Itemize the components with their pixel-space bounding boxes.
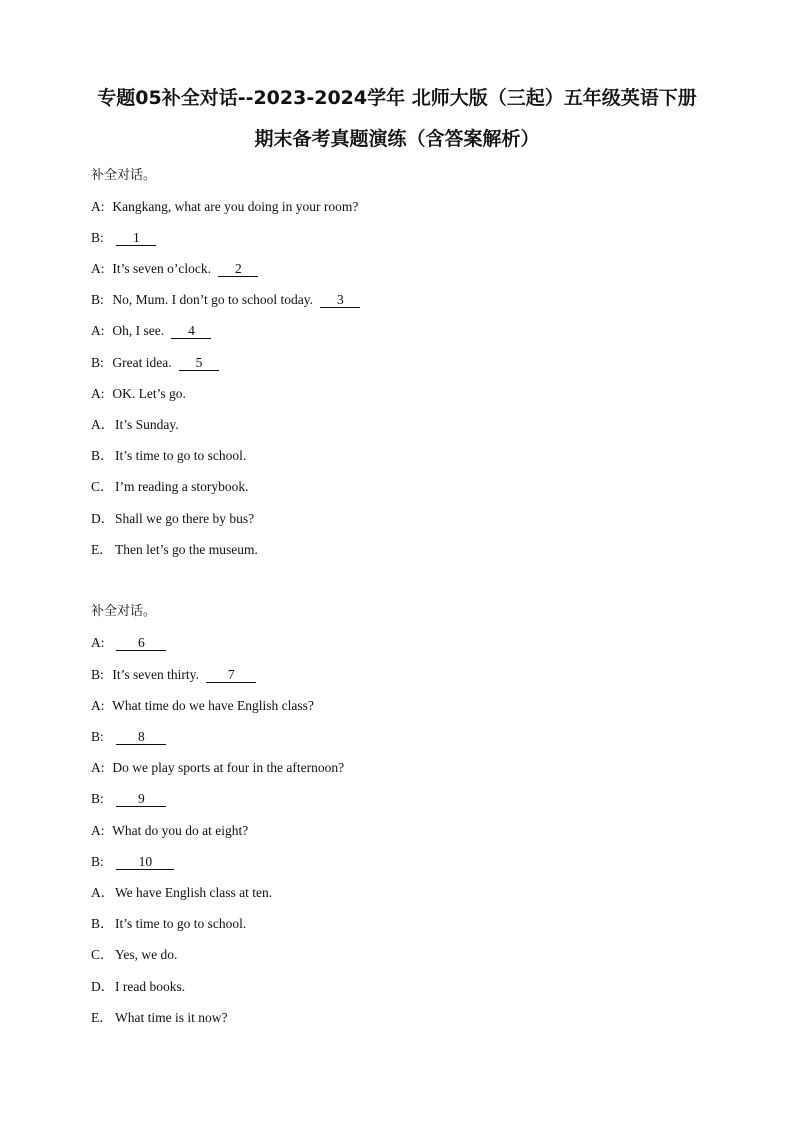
option-text: Yes, we do. bbox=[115, 947, 178, 962]
dialogue-line-a1 bbox=[91, 198, 358, 216]
dialogue-line-b2 bbox=[91, 728, 166, 746]
option-letter: C． bbox=[91, 479, 114, 494]
dialogue-line-a3 bbox=[91, 322, 211, 340]
dialogue-text: Do we play sports at four in the afternoon? bbox=[112, 760, 345, 775]
speaker-label: A: bbox=[91, 323, 105, 338]
dialogue-line-b2 bbox=[91, 291, 360, 309]
dialogue-text: Kangkang, what are you doing in your room? bbox=[112, 199, 359, 214]
dialogue-text: What time do we have English class? bbox=[112, 698, 314, 713]
answer-blank-6: 6 bbox=[116, 635, 166, 651]
option-text: We have English class at ten. bbox=[115, 885, 273, 900]
speaker-label: A: bbox=[91, 760, 105, 775]
dialogue-line-a2 bbox=[91, 697, 314, 715]
option-letter: D． bbox=[91, 511, 115, 526]
option-text: What time is it now? bbox=[115, 1010, 228, 1025]
option-c bbox=[91, 478, 248, 496]
option-letter: D． bbox=[91, 979, 115, 994]
speaker-label: B: bbox=[91, 791, 104, 806]
section-2-heading: 补全对话。 bbox=[91, 604, 157, 619]
option-letter: B． bbox=[91, 448, 114, 463]
option-text: Then let’s go the museum. bbox=[115, 542, 258, 557]
option-e bbox=[91, 541, 258, 559]
answer-blank-9: 9 bbox=[116, 791, 166, 807]
option-text: It’s time to go to school. bbox=[115, 916, 247, 931]
option-a bbox=[91, 884, 272, 902]
dialogue-text: What do you do at eight? bbox=[112, 823, 249, 838]
option-e bbox=[91, 1009, 227, 1027]
speaker-label: A: bbox=[91, 635, 105, 650]
option-letter: E． bbox=[91, 542, 113, 557]
speaker-label: A: bbox=[91, 823, 105, 838]
speaker-label: A: bbox=[91, 698, 105, 713]
speaker-label: A: bbox=[91, 199, 105, 214]
speaker-label: B: bbox=[91, 230, 104, 245]
speaker-label: B: bbox=[91, 854, 104, 869]
answer-blank-1: 1 bbox=[116, 230, 156, 246]
option-text: It’s time to go to school. bbox=[115, 448, 247, 463]
dialogue-line-a4 bbox=[91, 822, 248, 840]
option-b bbox=[91, 447, 246, 465]
dialogue-text: Great idea. bbox=[112, 355, 172, 370]
section-1-heading: 补全对话。 bbox=[91, 168, 157, 183]
answer-blank-4: 4 bbox=[171, 323, 211, 339]
dialogue-text: OK. Let’s go. bbox=[112, 386, 186, 401]
answer-blank-8: 8 bbox=[116, 729, 166, 745]
dialogue-line-a1 bbox=[91, 634, 166, 652]
answer-blank-7: 7 bbox=[206, 667, 256, 683]
option-letter: A． bbox=[91, 885, 115, 900]
option-b bbox=[91, 915, 246, 933]
dialogue-line-b1 bbox=[91, 666, 256, 684]
dialogue-line-b3 bbox=[91, 354, 219, 372]
dialogue-text: It’s seven thirty. bbox=[112, 667, 199, 682]
option-d bbox=[91, 510, 254, 528]
option-c bbox=[91, 946, 177, 964]
dialogue-line-b1 bbox=[91, 229, 156, 247]
option-text: I’m reading a storybook. bbox=[115, 479, 249, 494]
option-d bbox=[91, 978, 185, 996]
speaker-label: B: bbox=[91, 292, 104, 307]
answer-blank-5: 5 bbox=[179, 355, 219, 371]
document-title-line-2: 期末备考真题演练（含答案解析） bbox=[254, 128, 540, 150]
dialogue-line-b4 bbox=[91, 853, 174, 871]
option-text: I read books. bbox=[115, 979, 186, 994]
option-a bbox=[91, 416, 179, 434]
dialogue-line-a3 bbox=[91, 759, 344, 777]
dialogue-text: Oh, I see. bbox=[112, 323, 165, 338]
document-title-line-1: 专题05补全对话--2023-2024学年 北师大版（三起）五年级英语下册 bbox=[97, 87, 697, 109]
speaker-label: A: bbox=[91, 261, 105, 276]
dialogue-line-a2 bbox=[91, 260, 258, 278]
dialogue-text: No, Mum. I don’t go to school today. bbox=[112, 292, 313, 307]
option-letter: A． bbox=[91, 417, 115, 432]
speaker-label: B: bbox=[91, 729, 104, 744]
speaker-label: B: bbox=[91, 355, 104, 370]
answer-blank-3: 3 bbox=[320, 292, 360, 308]
answer-blank-2: 2 bbox=[218, 261, 258, 277]
option-letter: B． bbox=[91, 916, 114, 931]
dialogue-text: It’s seven o’clock. bbox=[112, 261, 211, 276]
option-letter: E． bbox=[91, 1010, 113, 1025]
dialogue-line-b3 bbox=[91, 790, 166, 808]
speaker-label: A: bbox=[91, 386, 105, 401]
answer-blank-10: 10 bbox=[116, 854, 174, 870]
option-letter: C． bbox=[91, 947, 114, 962]
option-text: It’s Sunday. bbox=[115, 417, 179, 432]
dialogue-line-a4 bbox=[91, 385, 186, 403]
speaker-label: B: bbox=[91, 667, 104, 682]
option-text: Shall we go there by bus? bbox=[115, 511, 255, 526]
